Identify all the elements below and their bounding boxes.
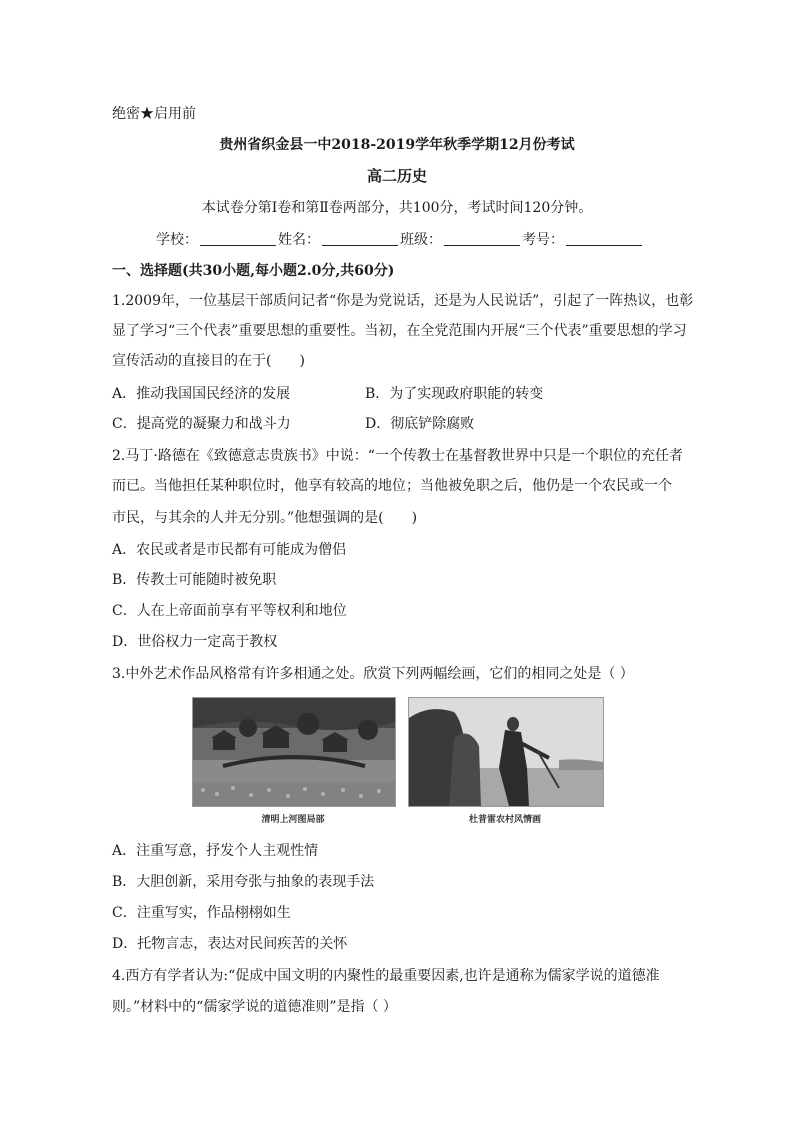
question-1-line-3: 宣传活动的直接目的在于( ) [112, 353, 305, 369]
question-2-line-3: 市民，与其余的人并无分别。”他想强调的是( ) [112, 510, 418, 526]
question-2-option-d: D．世俗权力一定高于教权 [112, 634, 278, 650]
subject-title: 高二历史 [366, 167, 427, 185]
question-2-option-c: C．人在上帝面前享有平等权利和地位 [112, 603, 347, 619]
question-2-option-b: B．传教士可能随时被免职 [112, 572, 277, 588]
question-1-option-d: D．彻底铲除腐败 [365, 416, 475, 432]
question-1-option-c: C．提高党的凝聚力和战斗力 [112, 416, 291, 432]
question-1-option-a: A．推动我国国民经济的发展 [112, 386, 291, 402]
painting-dupre-caption: 杜普雷农村风情画 [468, 815, 541, 825]
number-label: 考号： [522, 232, 564, 248]
question-1-line-2: 显了学习“三个代表”重要思想的重要性。当初，在全党范围内开展“三个代表”重要思想的学习 [112, 323, 687, 339]
secret-mark: 绝密★启用前 [112, 106, 196, 122]
question-3-option-c: C．注重写实，作品栩栩如生 [112, 905, 291, 921]
painting-qingming-caption: 清明上河图局部 [261, 815, 325, 825]
question-1-option-b: B．为了实现政府职能的转变 [365, 386, 544, 402]
painting-dupre-drawing [409, 698, 603, 806]
number-blank[interactable] [566, 231, 642, 246]
question-3-option-d: D．托物言志，表达对民间疾苦的关怀 [112, 936, 348, 952]
school-blank[interactable] [200, 231, 276, 246]
question-2-option-a: A．农民或者是市民都有可能成为僧侣 [112, 542, 347, 558]
question-2-line-2: 而已。当他担任某种职位时，他享有较高的地位；当他被免职之后，他仍是一个农民或一个 [112, 478, 672, 494]
question-1-line-1: 1.2009年，一位基层干部质问记者“你是为党说话，还是为人民说话”，引起了一阵热议，也彰 [112, 293, 694, 309]
student-info-fields [156, 230, 644, 250]
question-3-option-b: B．大胆创新，采用夸张与抽象的表现手法 [112, 874, 375, 890]
class-blank[interactable] [444, 231, 520, 246]
exam-instructions: 本试卷分第Ⅰ卷和第Ⅱ卷两部分，共100分，考试时间120分钟。 [201, 200, 593, 216]
school-label: 学校： [156, 232, 198, 248]
question-4-line-1: 4.西方有学者认为:“促成中国文明的内聚性的最重要因素,也许是通称为儒家学说的道德准 [112, 968, 660, 984]
question-4-line-2: 则。”材料中的“儒家学说的道德准则”是指（ ） [112, 999, 397, 1015]
class-label: 班级： [400, 232, 442, 248]
section-heading: 一、选择题(共30小题,每小题2.0分,共60分) [112, 263, 395, 279]
question-2-line-1: 2.马丁·路德在《致德意志贵族书》中说：“一个传教士在基督教世界中只是一个职位的充任者 [112, 448, 683, 464]
exam-title: 贵州省织金县一中2018-2019学年秋季学期12月份考试 [219, 137, 575, 153]
name-blank[interactable] [322, 231, 398, 246]
painting-dupre-image [408, 697, 604, 807]
name-label: 姓名： [278, 232, 320, 248]
painting-qingming-drawing [193, 698, 395, 806]
painting-qingming-image [192, 697, 396, 807]
question-3-line-1: 3.中外艺术作品风格常有许多相通之处。欣赏下列两幅绘画，它们的相同之处是（ ） [112, 666, 634, 682]
question-3-option-a: A．注重写意，抒发个人主观性情 [112, 843, 319, 859]
